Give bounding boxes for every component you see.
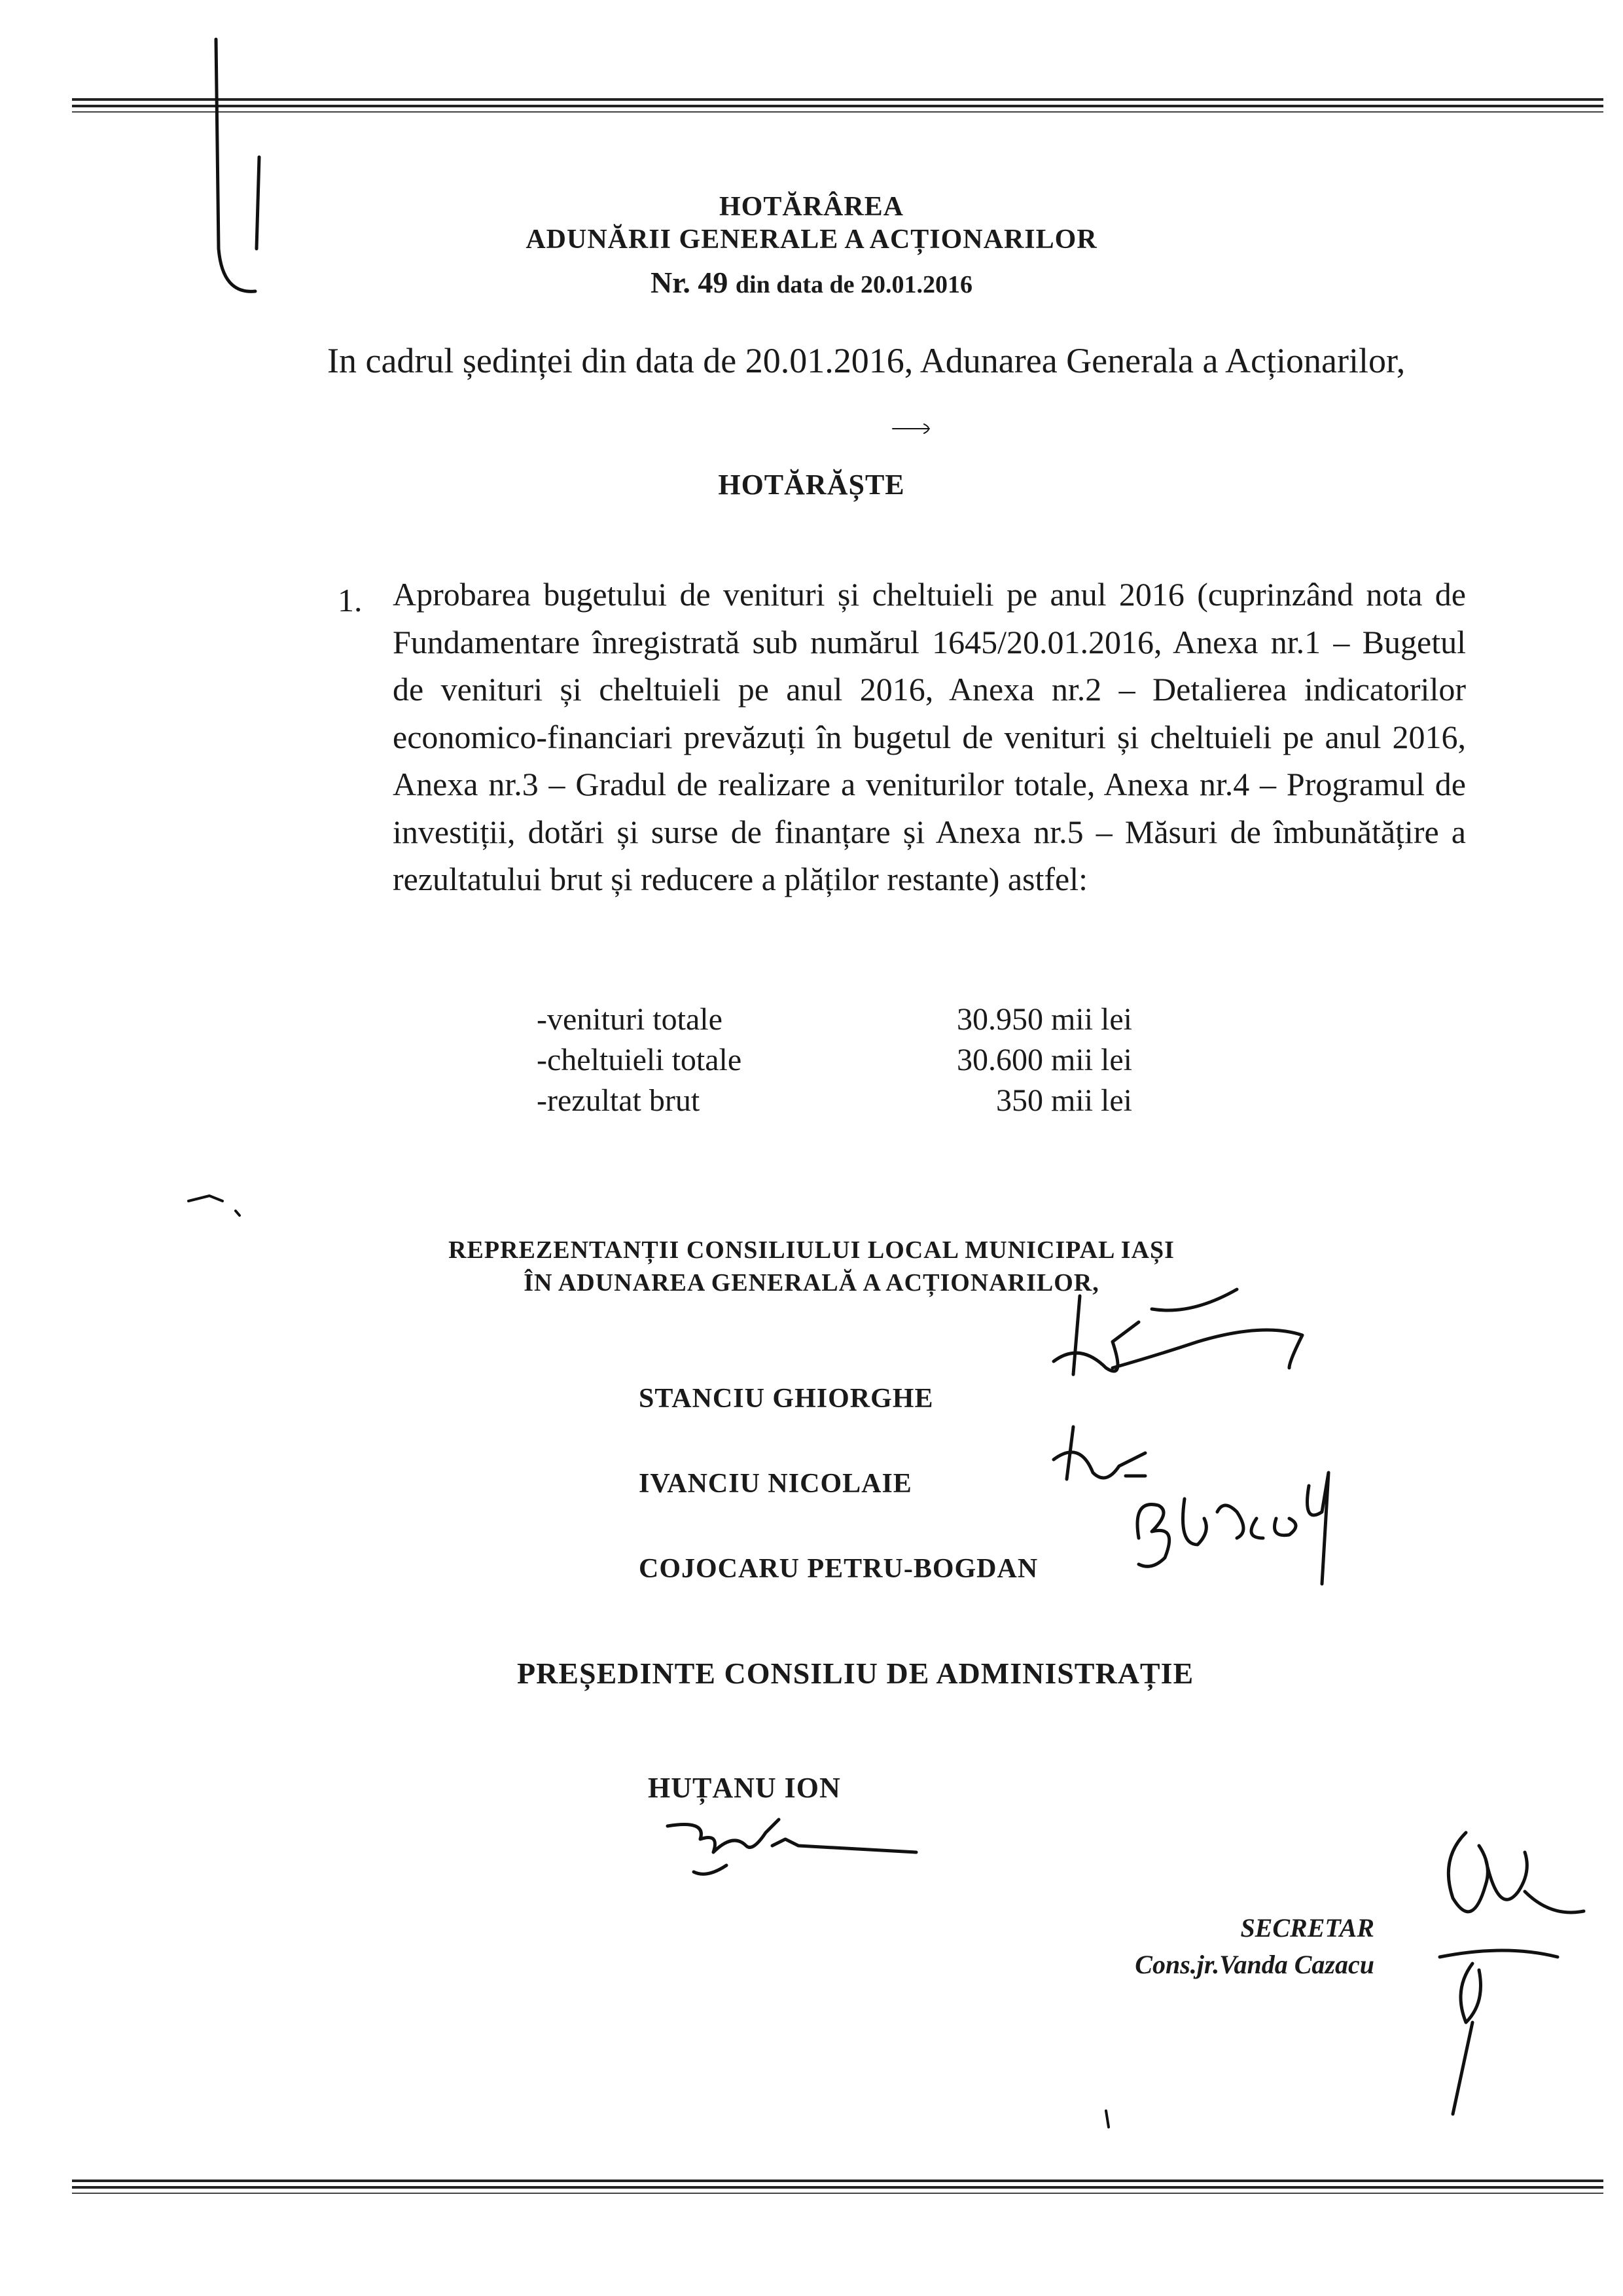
financial-row xyxy=(537,1042,1191,1083)
signature-hutanu xyxy=(654,1806,929,1898)
representative-name: IVANCIU NICOLAIE xyxy=(639,1469,912,1499)
secretary-title: SECRETAR xyxy=(1240,1913,1374,1943)
decision-heading: HOTĂRĂȘTE xyxy=(718,469,905,501)
signature-secretary xyxy=(1427,1820,1590,2121)
stray-mark xyxy=(1099,2108,1119,2134)
document-title: HOTĂRÂREA xyxy=(719,192,904,222)
representative-name: STANCIU GHIORGHE xyxy=(639,1384,934,1414)
preamble-text: In cadrul ședinței din data de 20.01.2016, Adunarea Generala a Acționarilor, xyxy=(327,341,1406,380)
item-text: Aprobarea bugetului de venituri și cheltuieli pe anul 2016 (cuprinzând nota de Fundamentare înregistrată sub numărul 1645/20.01.2016, Anexa nr.1 – Bugetul de venituri și cheltuieli pe anul 2016, Anexa nr.2 – Detalierea indicatorilor economico-financiari prevăzuți în bugetul de venituri și cheltuieli pe anul 2016, Anexa nr.3 – Gradul de realizare a veniturilor totale, Anexa nr.4 – Programul de investiții, dotări și surse de finanțare și Anexa nr.5 – Măsuri de îmbunătățire a rezultatului brut și reducere a plăților restante) astfel: xyxy=(393,576,1466,897)
representative-name: COJOCARU PETRU-BOGDAN xyxy=(639,1554,1039,1584)
secretary-name: Cons.jr.Vanda Cazacu xyxy=(1135,1950,1374,1979)
signature-stanciu xyxy=(1041,1283,1329,1414)
financial-value: 30.950 mii lei xyxy=(957,1002,1132,1037)
small-decorative-mark xyxy=(890,419,942,439)
representatives-heading-line1: REPREZENTANȚII CONSILIULUI LOCAL MUNICIPAL IAȘI xyxy=(448,1236,1175,1264)
stray-mark xyxy=(183,1188,249,1221)
financial-label: -cheltuieli totale xyxy=(537,1043,742,1077)
financial-value: 350 mii lei xyxy=(996,1083,1132,1118)
financial-value: 30.600 mii lei xyxy=(957,1043,1132,1077)
president-name: HUȚANU ION xyxy=(648,1772,841,1804)
document-number xyxy=(0,265,1623,300)
financial-label: -rezultat brut xyxy=(537,1083,700,1118)
document-date: din data de 20.01.2016 xyxy=(735,271,973,298)
item-number: 1. xyxy=(338,582,363,619)
financial-row xyxy=(537,1083,1191,1123)
president-title: PREȘEDINTE CONSILIU DE ADMINISTRAȚIE xyxy=(517,1657,1194,1690)
financial-row xyxy=(537,1001,1191,1042)
financial-label: -venituri totale xyxy=(537,1002,722,1037)
document-subtitle: ADUNĂRII GENERALE A ACȚIONARILOR xyxy=(526,224,1097,255)
signature-cojocaru xyxy=(1126,1460,1348,1604)
document-number-prefix: Nr. 49 xyxy=(650,266,728,299)
representatives-heading-line2: ÎN ADUNAREA GENERALĂ A ACȚIONARILOR, xyxy=(524,1269,1099,1297)
